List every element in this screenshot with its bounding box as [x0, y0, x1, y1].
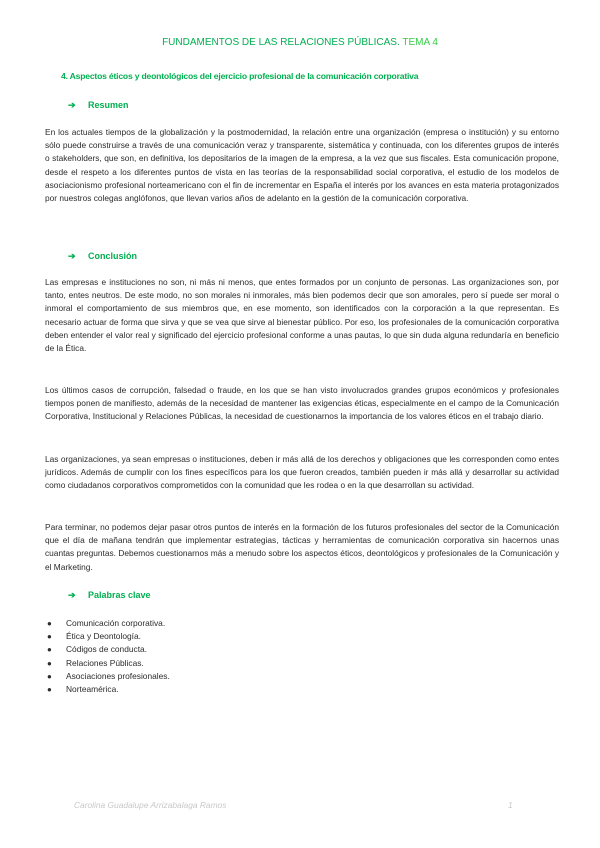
keyword-text: Códigos de conducta. — [66, 644, 148, 655]
section-subtitle: 4. Aspectos éticos y deontológicos del ejercicio profesional de la comunicación corporativa — [61, 71, 419, 81]
arrow-right-icon: ➔ — [68, 251, 76, 261]
conclusion-paragraph-4 — [45, 521, 559, 574]
resumen-paragraph — [45, 126, 559, 205]
footer-author: Carolina Guadalupe Arrizabalaga Ramos — [74, 800, 227, 810]
keyword-text: Asociaciones profesionales. — [66, 670, 170, 681]
bullet-icon: ● — [47, 645, 52, 655]
bullet-icon: ● — [47, 658, 52, 668]
document-title — [0, 37, 600, 48]
title-main: FUNDAMENTOS DE LAS RELACIONES PÚBLICAS. — [162, 37, 400, 48]
keyword-text: Ética y Deontología. — [66, 631, 141, 642]
bullet-icon: ● — [47, 685, 52, 695]
conclusion-paragraph-1 — [45, 276, 559, 355]
heading-keywords-label: Palabras clave — [88, 590, 151, 600]
heading-conclusion-label: Conclusión — [88, 251, 137, 261]
list-item — [45, 683, 345, 696]
heading-keywords — [68, 590, 151, 601]
conclusion-text: Para terminar, no podemos dejar pasar otros puntos de interés en la formación de los futuros profesionales del sector de la Comunicación que el día de mañana tendrán que implementar estrategias, tácticas y herramientas de comunicación corporativa sin hacernos unas cuantas preguntas. Debemos cuestionarnos más a menudo sobre los aspectos éticos, deontológicos y profesionales de la Comunicación y el Marketing. — [45, 522, 559, 572]
list-item — [45, 657, 345, 670]
title-tema: TEMA 4 — [399, 37, 438, 48]
heading-conclusion — [68, 251, 137, 262]
bullet-icon: ● — [47, 671, 52, 681]
keyword-text: Norteamérica. — [66, 684, 119, 695]
conclusion-paragraph-2 — [45, 384, 559, 424]
bullet-icon: ● — [47, 632, 52, 642]
conclusion-text: Las empresas e instituciones no son, ni más ni menos, que entes formados por un conjunto de personas. Las organizaciones son, por tanto, entes neutros. De este modo, no son morales ni inmorales, más bien podemos decir que son amorales, pero sí puede ser moral o inmoral el comportamiento de sus miembros que, en ese momento, son identificados con la corporación a la que representan. Es necesario actuar de forma que sirva y que se vea que sirve al bienestar público. Por eso, los profesionales de la comunicación corporativa deben entender el valor real y significado del ejercicio profesional conforme a unas pautas, lo que sin duda alguna redundaría en beneficio de la Ética. — [45, 277, 559, 354]
conclusion-text: Las organizaciones, ya sean empresas o instituciones, deben ir más allá de los derechos y obligaciones que les corresponden como entes jurídicos. Además de cumplir con los fines específicos para los que fueron creados, también pueden ir más allá y desarrollar su actividad como ciudadanos corporativos comprometidos con la comunidad que les rodea o en la que desarrollan su actividad. — [45, 454, 559, 491]
heading-resumen-label: Resumen — [88, 100, 129, 110]
keyword-text: Relaciones Públicas. — [66, 657, 144, 668]
bullet-icon: ● — [47, 619, 52, 628]
list-item — [45, 630, 345, 643]
arrow-right-icon: ➔ — [68, 100, 76, 110]
conclusion-text: Los últimos casos de corrupción, falsedad o fraude, en los que se han visto involucrados grandes grupos económicos y profesionales tiempos ponen de manifiesto, además de la necesidad de mantener las exigencias éticas, especialmente en el campo de la Comunicación Corporativa, Institucional y Relaciones Públicas, la necesidad de cuestionarnos la importancia de los valores éticos en el trabajo diario. — [45, 385, 559, 422]
arrow-right-icon: ➔ — [68, 590, 76, 600]
page-number: 1 — [508, 800, 513, 810]
keywords-list — [45, 617, 345, 696]
list-item — [45, 670, 345, 683]
conclusion-paragraph-3 — [45, 453, 559, 493]
list-item — [45, 643, 345, 656]
list-item — [45, 617, 345, 630]
keyword-text: Comunicación corporativa. — [66, 618, 166, 628]
heading-resumen — [68, 100, 129, 111]
resumen-text: En los actuales tiempos de la globalización y la postmodernidad, la relación entre una organización (empresa o institución) y su entorno sólo puede construirse a través de una comunicación veraz y transparente, sistemática y continuada, con los diferentes grupos de interés o stakeholders, que son, en definitiva, los depositarios de la imagen de la empresa, a la vez que sus fiscales. Esta comunicación propone, desde el respeto a los diferentes puntos de vista en las teorías de la responsabilidad social corporativa, el estudio de los modelos de asociacionismo profesional norteamericano con el fin de incrementar en España el interés por los avances en esta materia protagonizados por nuestros colegas anglófonos, que llevan varios años de adelanto en la gestión de la comunicación corporativa. — [45, 127, 559, 204]
